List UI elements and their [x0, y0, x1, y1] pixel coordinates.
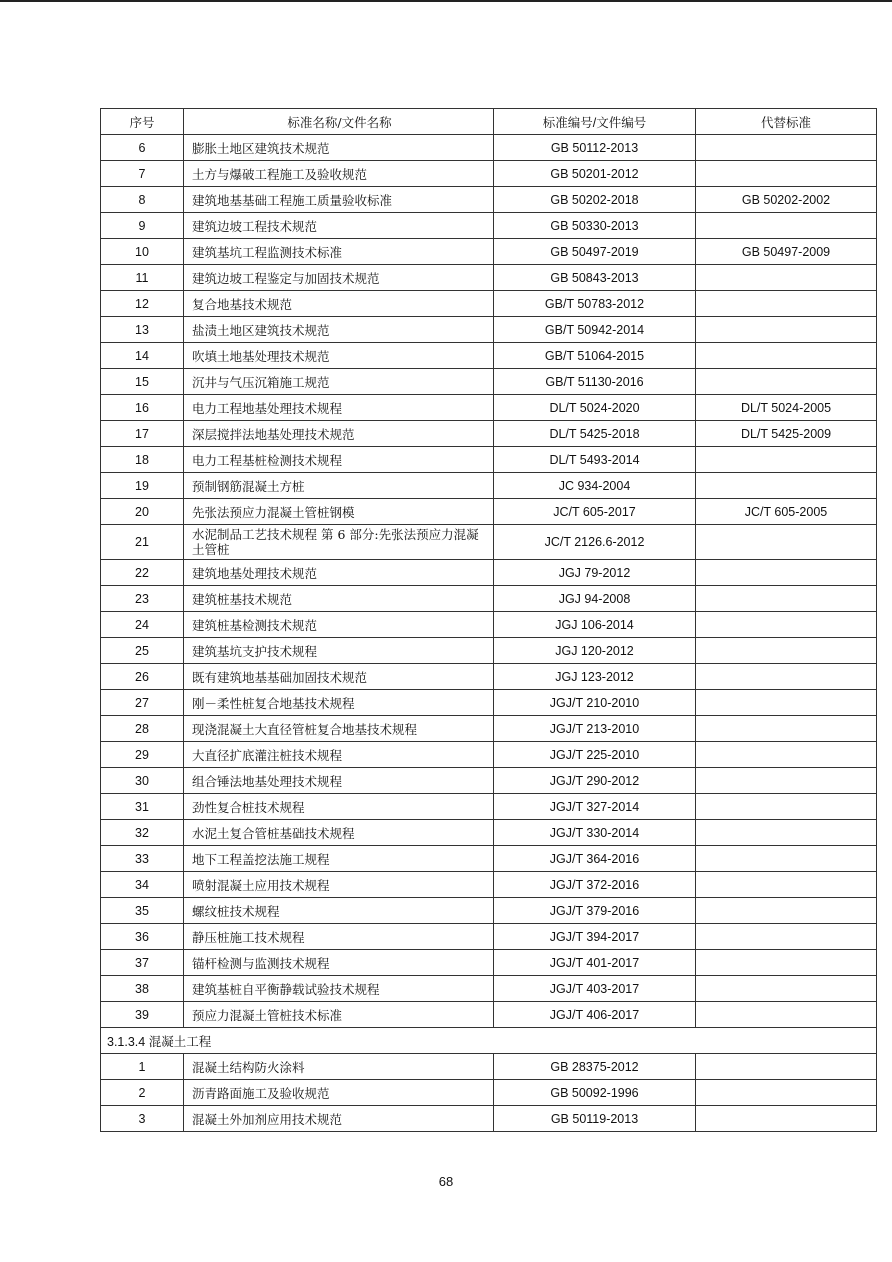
replaced-standard: GB 50497-2009 — [696, 239, 877, 265]
replaced-standard — [696, 638, 877, 664]
row-number: 31 — [101, 794, 184, 820]
standard-code: JGJ/T 401-2017 — [494, 950, 696, 976]
standard-code: JGJ/T 225-2010 — [494, 742, 696, 768]
header-no: 序号 — [101, 109, 184, 135]
standard-name: 静压桩施工技术规程 — [184, 924, 494, 950]
standards-table — [100, 108, 877, 1132]
standard-name: 大直径扩底灌注桩技术规程 — [184, 742, 494, 768]
replaced-standard — [696, 794, 877, 820]
replaced-standard — [696, 924, 877, 950]
replaced-standard — [696, 664, 877, 690]
standard-code: JGJ/T 379-2016 — [494, 898, 696, 924]
replaced-standard — [696, 950, 877, 976]
replaced-standard: DL/T 5024-2005 — [696, 395, 877, 421]
table-row — [101, 317, 877, 343]
table-row — [101, 690, 877, 716]
row-number: 9 — [101, 213, 184, 239]
table-row — [101, 213, 877, 239]
replaced-standard — [696, 560, 877, 586]
table-row — [101, 499, 877, 525]
replaced-standard — [696, 872, 877, 898]
standard-code: GB 28375-2012 — [494, 1054, 696, 1080]
standard-code: JGJ/T 403-2017 — [494, 976, 696, 1002]
standard-name: 土方与爆破工程施工及验收规范 — [184, 161, 494, 187]
row-number: 8 — [101, 187, 184, 213]
standard-code: JGJ/T 394-2017 — [494, 924, 696, 950]
replaced-standard — [696, 1080, 877, 1106]
replaced-standard: JC/T 605-2005 — [696, 499, 877, 525]
standard-code: JGJ 94-2008 — [494, 586, 696, 612]
table-row — [101, 950, 877, 976]
table-row — [101, 638, 877, 664]
row-number: 10 — [101, 239, 184, 265]
standard-code: GB/T 50942-2014 — [494, 317, 696, 343]
standard-code: GB 50497-2019 — [494, 239, 696, 265]
standard-code: JGJ/T 372-2016 — [494, 872, 696, 898]
standard-code: JGJ 106-2014 — [494, 612, 696, 638]
replaced-standard — [696, 768, 877, 794]
standard-code: JC/T 2126.6-2012 — [494, 525, 696, 560]
replaced-standard — [696, 343, 877, 369]
replaced-standard: DL/T 5425-2009 — [696, 421, 877, 447]
table-row — [101, 369, 877, 395]
table-row — [101, 768, 877, 794]
row-number: 33 — [101, 846, 184, 872]
table-row — [101, 664, 877, 690]
page-number: 68 — [438, 1174, 454, 1189]
row-number: 23 — [101, 586, 184, 612]
standard-name: 建筑地基处理技术规范 — [184, 560, 494, 586]
standard-code: JGJ/T 210-2010 — [494, 690, 696, 716]
table-row — [101, 586, 877, 612]
row-number: 22 — [101, 560, 184, 586]
row-number: 37 — [101, 950, 184, 976]
standard-code: JGJ/T 213-2010 — [494, 716, 696, 742]
replaced-standard — [696, 1054, 877, 1080]
table-row — [101, 395, 877, 421]
replaced-standard — [696, 525, 877, 560]
row-number: 16 — [101, 395, 184, 421]
row-number: 39 — [101, 1002, 184, 1028]
standard-code: DL/T 5425-2018 — [494, 421, 696, 447]
row-number: 32 — [101, 820, 184, 846]
table-row — [101, 924, 877, 950]
row-number: 35 — [101, 898, 184, 924]
replaced-standard — [696, 846, 877, 872]
replaced-standard — [696, 1002, 877, 1028]
standard-name: 喷射混凝土应用技术规程 — [184, 872, 494, 898]
standard-name: 沥青路面施工及验收规范 — [184, 1080, 494, 1106]
table-row — [101, 135, 877, 161]
standard-name: 预应力混凝土管桩技术标准 — [184, 1002, 494, 1028]
standard-name: 电力工程地基处理技术规程 — [184, 395, 494, 421]
standard-name: 组合锤法地基处理技术规程 — [184, 768, 494, 794]
table-row — [101, 1054, 877, 1080]
row-number: 18 — [101, 447, 184, 473]
standard-code: GB 50202-2018 — [494, 187, 696, 213]
table-row — [101, 291, 877, 317]
section-row — [101, 1028, 877, 1054]
standard-name: 复合地基技术规范 — [184, 291, 494, 317]
replaced-standard — [696, 586, 877, 612]
standard-name: 建筑桩基检测技术规范 — [184, 612, 494, 638]
standard-code: JGJ 79-2012 — [494, 560, 696, 586]
table-row — [101, 612, 877, 638]
standard-name: 预制钢筋混凝土方桩 — [184, 473, 494, 499]
standard-code: JGJ 123-2012 — [494, 664, 696, 690]
table-row — [101, 1106, 877, 1132]
replaced-standard — [696, 369, 877, 395]
standard-name: 现浇混凝土大直径管桩复合地基技术规程 — [184, 716, 494, 742]
standard-name: 既有建筑地基基础加固技术规范 — [184, 664, 494, 690]
standard-code: JGJ/T 327-2014 — [494, 794, 696, 820]
standard-code: JGJ/T 364-2016 — [494, 846, 696, 872]
standard-name: 沉井与气压沉箱施工规范 — [184, 369, 494, 395]
table-row — [101, 473, 877, 499]
replaced-standard — [696, 473, 877, 499]
row-number: 20 — [101, 499, 184, 525]
row-number: 17 — [101, 421, 184, 447]
table-row — [101, 846, 877, 872]
row-number: 38 — [101, 976, 184, 1002]
replaced-standard — [696, 213, 877, 239]
replaced-standard — [696, 898, 877, 924]
row-number: 6 — [101, 135, 184, 161]
row-number: 26 — [101, 664, 184, 690]
standard-name: 水泥土复合管桩基础技术规程 — [184, 820, 494, 846]
standard-name: 深层搅拌法地基处理技术规范 — [184, 421, 494, 447]
row-number: 27 — [101, 690, 184, 716]
table-row — [101, 421, 877, 447]
table-row — [101, 820, 877, 846]
standard-code: GB/T 50783-2012 — [494, 291, 696, 317]
standard-name: 膨胀土地区建筑技术规范 — [184, 135, 494, 161]
standard-code: JGJ/T 330-2014 — [494, 820, 696, 846]
table-row — [101, 898, 877, 924]
section-heading: 3.1.3.4 混凝土工程 — [101, 1028, 877, 1054]
standard-code: JGJ/T 406-2017 — [494, 1002, 696, 1028]
standard-name: 建筑地基基础工程施工质量验收标准 — [184, 187, 494, 213]
replaced-standard: GB 50202-2002 — [696, 187, 877, 213]
standard-name: 建筑基桩自平衡静载试验技术规程 — [184, 976, 494, 1002]
table-row — [101, 265, 877, 291]
table-row — [101, 976, 877, 1002]
replaced-standard — [696, 1106, 877, 1132]
page-top-border — [0, 0, 892, 2]
table-header-row — [101, 109, 877, 135]
standard-name: 先张法预应力混凝土管桩钢模 — [184, 499, 494, 525]
replaced-standard — [696, 317, 877, 343]
standard-name: 电力工程基桩检测技术规程 — [184, 447, 494, 473]
table-row — [101, 187, 877, 213]
standard-code: JGJ/T 290-2012 — [494, 768, 696, 794]
row-number: 25 — [101, 638, 184, 664]
row-number: 24 — [101, 612, 184, 638]
row-number: 1 — [101, 1054, 184, 1080]
header-name: 标准名称/文件名称 — [184, 109, 494, 135]
replaced-standard — [696, 447, 877, 473]
standard-name: 建筑桩基技术规范 — [184, 586, 494, 612]
standard-name: 建筑边坡工程鉴定与加固技术规范 — [184, 265, 494, 291]
table-row — [101, 525, 877, 560]
row-number: 28 — [101, 716, 184, 742]
row-number: 19 — [101, 473, 184, 499]
table-row — [101, 1002, 877, 1028]
row-number: 34 — [101, 872, 184, 898]
table-row — [101, 716, 877, 742]
standard-code: DL/T 5024-2020 — [494, 395, 696, 421]
standard-name: 螺纹桩技术规程 — [184, 898, 494, 924]
table-row — [101, 343, 877, 369]
standard-code: JC/T 605-2017 — [494, 499, 696, 525]
standard-name: 刚－柔性桩复合地基技术规程 — [184, 690, 494, 716]
replaced-standard — [696, 161, 877, 187]
standard-name: 混凝土结构防火涂料 — [184, 1054, 494, 1080]
table-row — [101, 447, 877, 473]
table-row — [101, 742, 877, 768]
standard-code: GB 50092-1996 — [494, 1080, 696, 1106]
table-row — [101, 161, 877, 187]
standard-code: GB 50119-2013 — [494, 1106, 696, 1132]
row-number: 21 — [101, 525, 184, 560]
row-number: 13 — [101, 317, 184, 343]
replaced-standard — [696, 612, 877, 638]
table-row — [101, 872, 877, 898]
replaced-standard — [696, 742, 877, 768]
row-number: 7 — [101, 161, 184, 187]
standard-name: 劲性复合桩技术规程 — [184, 794, 494, 820]
replaced-standard — [696, 690, 877, 716]
table-row — [101, 239, 877, 265]
replaced-standard — [696, 820, 877, 846]
standard-name: 建筑边坡工程技术规范 — [184, 213, 494, 239]
standard-name: 地下工程盖挖法施工规程 — [184, 846, 494, 872]
replaced-standard — [696, 976, 877, 1002]
standard-name: 锚杆检测与监测技术规程 — [184, 950, 494, 976]
standard-code: GB/T 51064-2015 — [494, 343, 696, 369]
row-number: 36 — [101, 924, 184, 950]
standard-code: JGJ 120-2012 — [494, 638, 696, 664]
replaced-standard — [696, 265, 877, 291]
standard-name: 建筑基坑支护技术规程 — [184, 638, 494, 664]
standard-code: DL/T 5493-2014 — [494, 447, 696, 473]
standard-code: JC 934-2004 — [494, 473, 696, 499]
row-number: 15 — [101, 369, 184, 395]
replaced-standard — [696, 135, 877, 161]
header-replaces: 代替标准 — [696, 109, 877, 135]
table-row — [101, 560, 877, 586]
standard-name: 吹填土地基处理技术规范 — [184, 343, 494, 369]
standard-name: 混凝土外加剂应用技术规范 — [184, 1106, 494, 1132]
row-number: 2 — [101, 1080, 184, 1106]
standard-name: 建筑基坑工程监测技术标准 — [184, 239, 494, 265]
standard-name: 水泥制品工艺技术规程 第 6 部分:先张法预应力混凝土管桩 — [184, 525, 494, 560]
standard-code: GB 50843-2013 — [494, 265, 696, 291]
table-row — [101, 1080, 877, 1106]
replaced-standard — [696, 716, 877, 742]
standard-code: GB 50330-2013 — [494, 213, 696, 239]
standard-code: GB 50112-2013 — [494, 135, 696, 161]
row-number: 14 — [101, 343, 184, 369]
row-number: 30 — [101, 768, 184, 794]
standard-code: GB 50201-2012 — [494, 161, 696, 187]
standard-code: GB/T 51130-2016 — [494, 369, 696, 395]
header-code: 标准编号/文件编号 — [494, 109, 696, 135]
row-number: 29 — [101, 742, 184, 768]
standard-name: 盐渍土地区建筑技术规范 — [184, 317, 494, 343]
replaced-standard — [696, 291, 877, 317]
row-number: 12 — [101, 291, 184, 317]
row-number: 3 — [101, 1106, 184, 1132]
table-row — [101, 794, 877, 820]
row-number: 11 — [101, 265, 184, 291]
